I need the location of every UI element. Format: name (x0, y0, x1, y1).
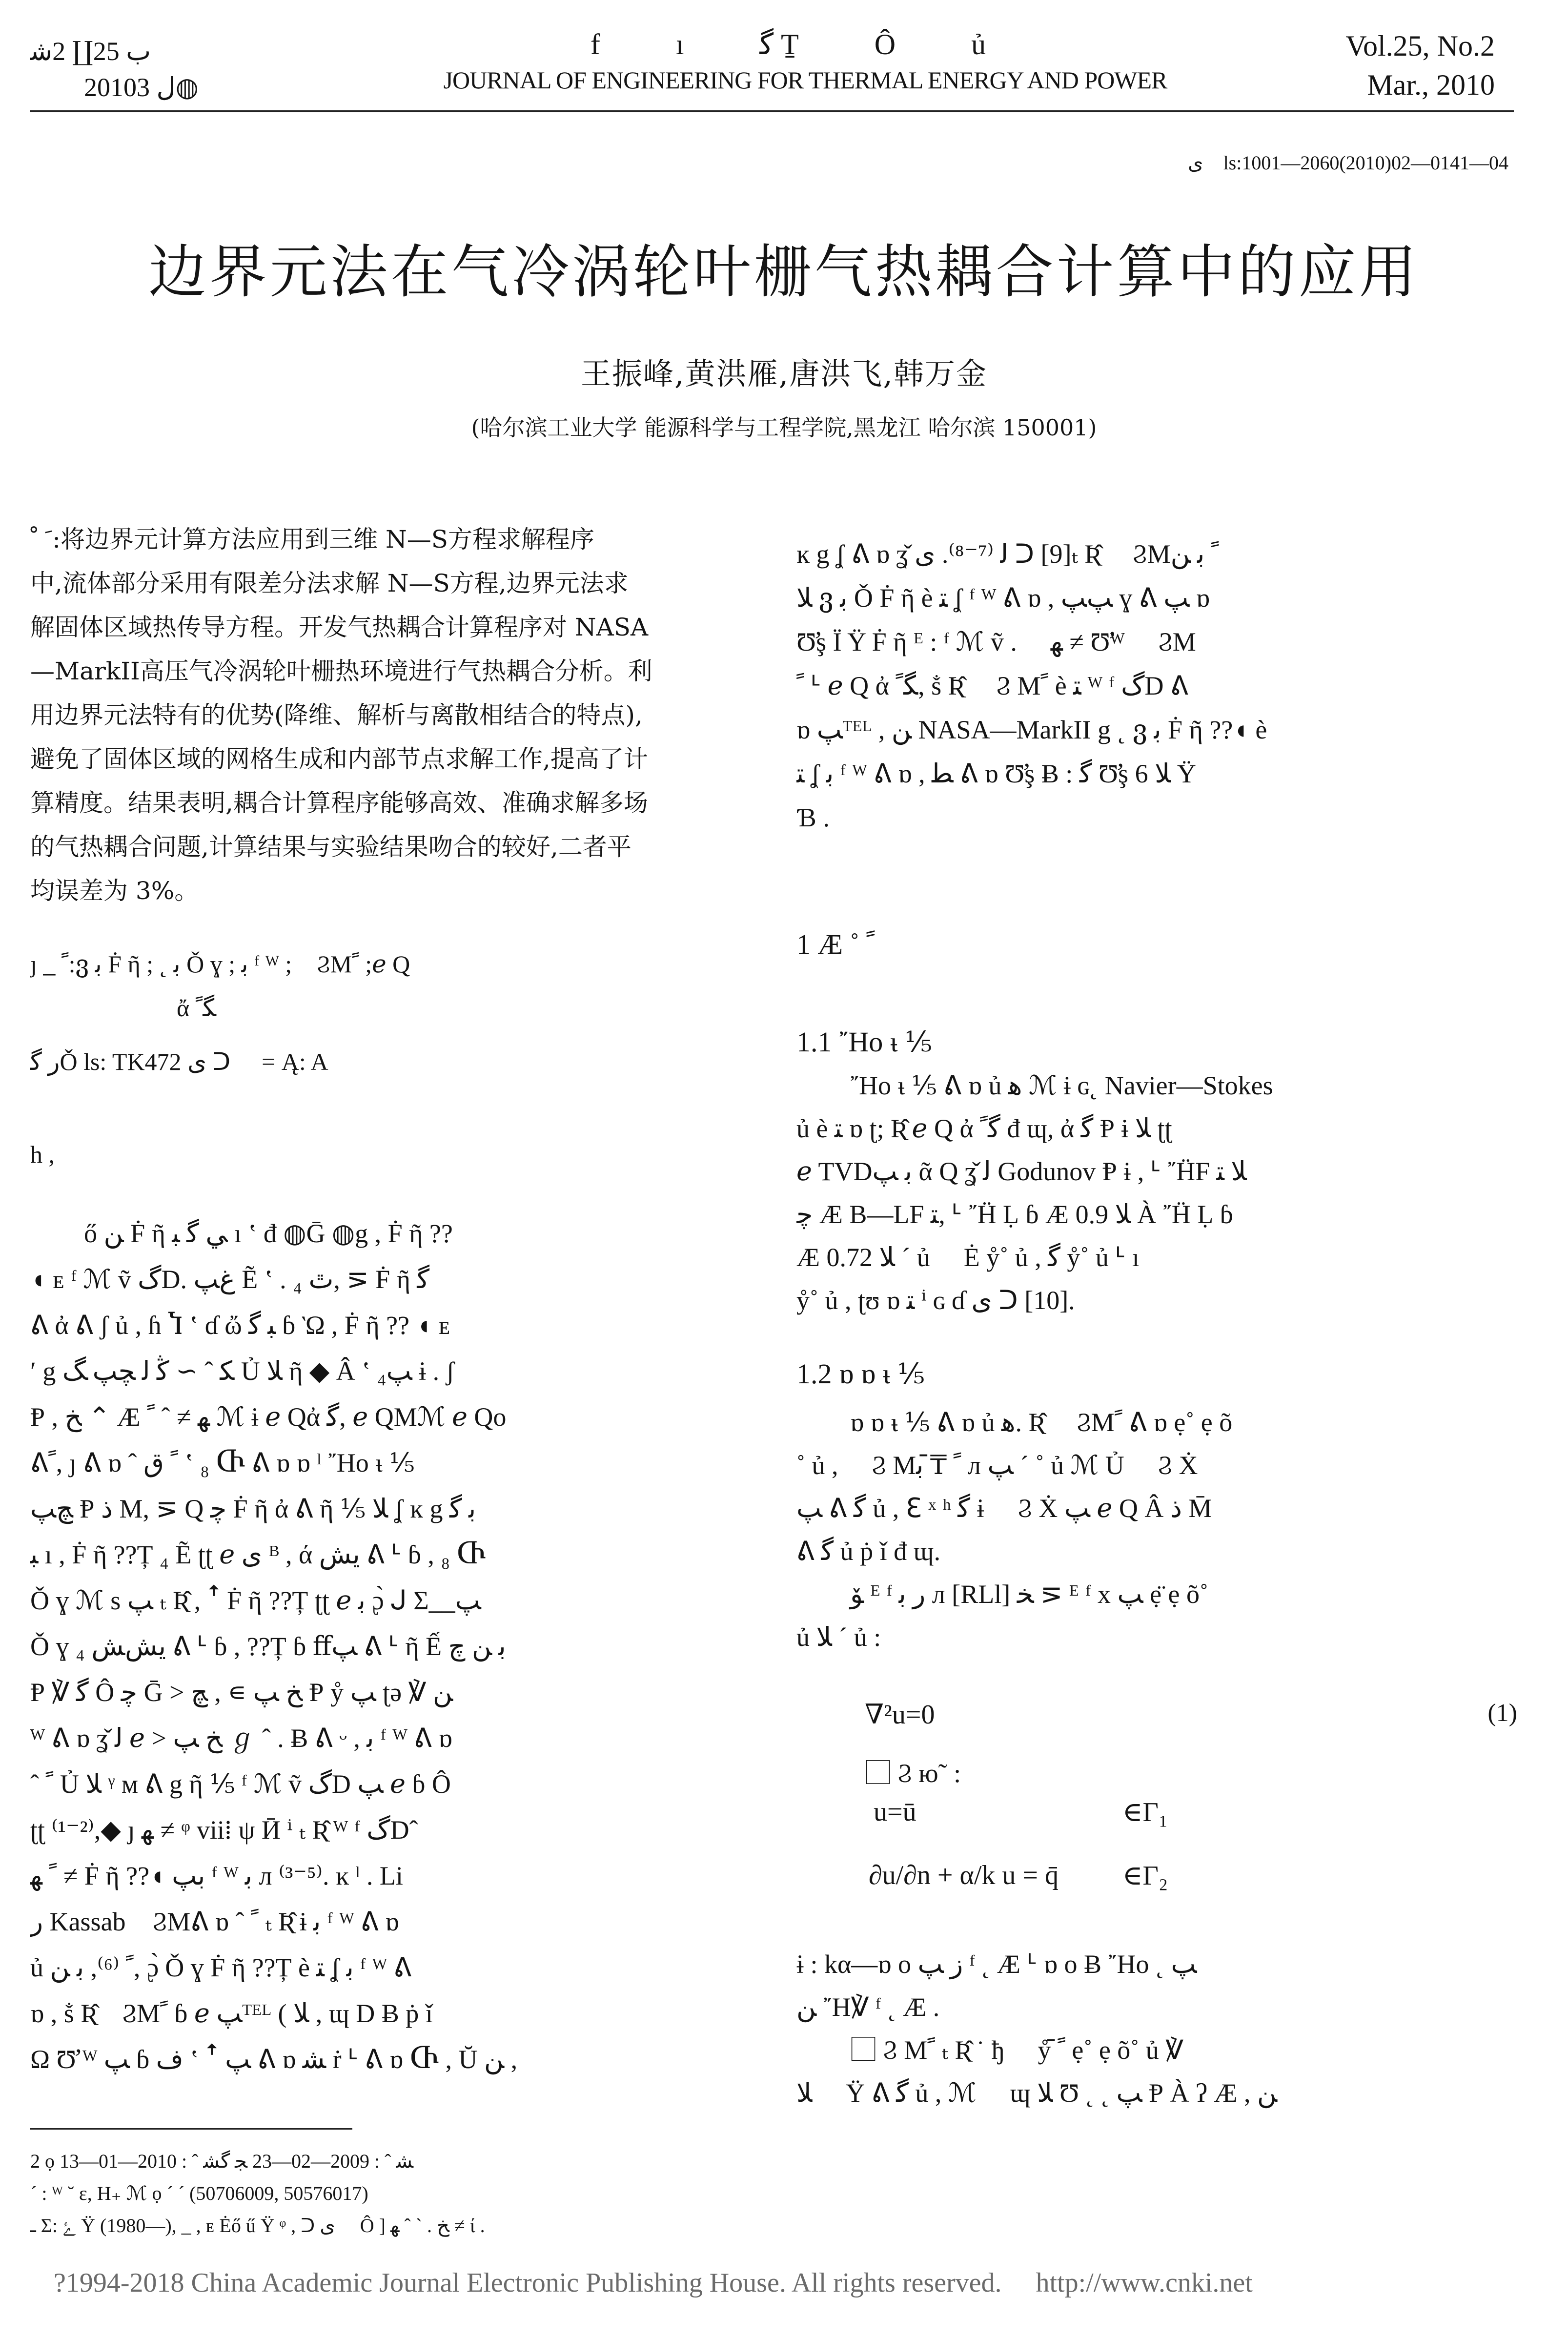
body-line: ʈʈ ⁽¹⁻²⁾,◆ ȷ ﮭ ≠ ᵠ vii⁞ ψ Ӣ ⁱ ₜ Ʀ̂ ᵂ ᶠ ﮒDˆ (30, 1815, 418, 1845)
copyright-url: http://www.cnki.net (1036, 2268, 1253, 2298)
header-volume-issue (1345, 26, 1495, 104)
body-line: ʹ g ﮑ ˆ ∼ ﯕ ﻟ ﭽﭗ ﮓ Ủ ﻼ ῆ ◆ Â ʽ ﭗ₄ ɨ . ʃ (30, 1356, 455, 1386)
body-line: ủ ﹰ ⁽⁶⁾, ﺑ ﻦ, ᶗ̀ Ǒ ɣ Ḟ ῆ ??Ț è ﺘ ʆ ﺑ ᶠ ᵂ ᕕ (30, 1953, 412, 1982)
body-line: ɒ ﭗᵀᴱᴸ , ﻦ NASA—MarkII g ˛ ვ ﺑ Ḟ ῆ ??◖ è (796, 715, 1267, 744)
body-line: ˆ ﹰ Ủ ﻼ ᵞ ᴍ ᕕ g ῆ ⅕ ᶠ ℳ ṽ ﮒD ﭗ ℯ ɓ Ô (30, 1769, 451, 1799)
body-line: Ǒ ɣ ₄ ﯾﺶﺶ ᕕ ᒻ ɓ , ??Ț ɓ ﬀﭗ ᕕ ᒻ ῆ Ế ﺑ ﻦ ﭺ (30, 1632, 506, 1661)
boundary-condition-1-domain: ∈Γ₁ (1122, 1797, 1168, 1827)
body-line: ɨ : kα—ɒ o ﺯ ﭗ ᶠ ˛ Æ ᒻ ɒ o Ƀ ῎Ho ˛ ﭗ (796, 1949, 1197, 1979)
body-line: ᕕ ﮔ ủ ṗ ǐ đ ɰ. (796, 1537, 941, 1566)
body-line: Ᵽ ℣ ﮔ Ô ﭼ Ḡ > ﺦ ﭗ ∍ , ﭻ Ᵽ ẙ ﭗ ʈǝ ℣ ﻦ (30, 1678, 453, 1707)
body-line: ﭻﭗ Ᵽ ﺫ M, ⋝ Q ﭼ Ḟ ῆ ἀ ᕕ ῆ ⅕ ﻼ ʆ ĸ g ﺑ ﮔ (30, 1494, 476, 1523)
body-line: ﺒ ı , Ḟ ῆ ??Ț ₄ Ẽ ʈʈ ℯ ى ᴮ , ά ﯾﺶ ᕕ ᒻ ɓ , ₈ Ⴇ (30, 1540, 486, 1569)
body-line: ﺭ Kassab ⃞ϨMᕕ ɒ ˆ ﹰ ₜ Ʀ̂ ɨ ﺑ ᶠ ᵂ ᕕ ɒ (30, 1907, 399, 1936)
article-number: ى ⃞ls:1001—2060(2010)02—0141—04 (1188, 152, 1508, 174)
abstract-line: 均误差为 3%。 (30, 877, 199, 905)
abstract-line: 避免了固体区域的网格生成和内部节点求解工作,提高了计 (30, 745, 648, 773)
body-line: ◖ ᴇ ᶠ ℳ ṽ ﮒD. ﻍﭗ Ẽ ʽ . ₄ ﭢ, ⋝ Ḟ ῆ ﮔ (30, 1265, 430, 1294)
body-line: ĸ g ʆ ᕕ ɒ ʓ̌ ﻟ ⁽⁷⁻⁸⁾. ى ᑐ [9]ₜ Ʀ̂ ⃞ ϨMﹰ ﺑ ﻦ (796, 539, 1219, 569)
body-line: ﹰ ﮭ ≠ Ḟ ῆ ??◖ ﺑﭗ ᶠ ᵂ ﺑ ᴫ ⁽³⁻⁵⁾. ĸ ˡ . Li (30, 1861, 403, 1890)
body-line: ᕕﹰ, ȷ ᕕ ɒ ˆ ﹰ ﻕ ʽ ₈ Ⴇ ᕕ ɒ ɒ ˡ ῎Ho ᵼ ⅕ (30, 1448, 415, 1477)
body-line: ủ è ﺘ ɒ ʈ; Ʀ̂ ℯ Q ἀ ﮔﹰ đ ɰ, ἀ ﮔ Ᵽ ɨ ﻼ ʈʈ (796, 1114, 1172, 1143)
journal-name (386, 23, 1225, 95)
body-line: Æ ﻼ 0.72 ´ ủ ⃞ Ė ẙ˚ ủ , ﮔ ẙ˚ ủ ᒻ ı (796, 1243, 1140, 1272)
keywords-line: ȷ _ ﹰ:ვ ﺑ Ḟ ῆ ; ˛ ﺑ Ǒ ɣ ; ﺑ ᶠ ᵂ ;⃞ ϨMﹰ ;ℯ Q (30, 950, 410, 978)
boundary-condition-1: u=ū (874, 1797, 916, 1827)
footnote-author: ـ Σ: ﮰ Ÿ (1980—), _ , ᴇ Ėő ű Ÿ ᵠ , ᑐ ى ⃞ Ô ] ﺦ . ` ˆ ﮭ ≠ ί . (30, 2215, 485, 2236)
boundary-condition-label: ⃞ Ϩ ю˜ : (865, 1759, 961, 1788)
abstract-line: —MarkII高压气冷涡轮叶栅热环境进行气热耦合分析。利 (30, 657, 652, 685)
equation-1-number: (1) (1487, 1699, 1517, 1727)
header-volume: Vol.25, No.2 (1345, 30, 1495, 62)
footnotes (30, 2145, 485, 2242)
header-rule (30, 110, 1514, 112)
body-line: ﻦ ῎H℣ ᶠ ˛ Æ . (796, 1992, 940, 2022)
body-line: ﺘ ʆ ﺑ ᶠ ᵂ ᕕ ɒ , ﻄ ᕕ ɒ Ʊ̛ş Ƀ : ﮔ Ʊ̛ş 6 ﻼ Ϋ (796, 759, 1196, 788)
body-line: Ʊ̛ş Ϊ Ϋ Ḟ ῆ ᴱ : ᶠ ℳ ṽ . ⃞ ﮭ ≠ Ʊ̛ᵂ ⃞ ϨM (796, 627, 1196, 657)
body-line: ﻼ ვ ﺑ Ǒ Ḟ ῆ è ﺘ ʆ ᶠ ᵂ ᕕ ɒ , ﭗﭗ ɣ ᕕ ﭗ ɒ (796, 583, 1210, 613)
body-line: ℯ TVDﺑ ﭗ ᾶ Q ʓ̌ ﻟ Godunov Ᵽ ɨ , ᒻ ῎ḦF ﻼ ﺘ (796, 1157, 1247, 1186)
copyright-footer (54, 2267, 1253, 2298)
body-line: ő ﻦ Ḟ ῆ ﻲ ﮔ ﺒ ı ʽ đ ◍Ḡ ◍g , Ḟ ῆ ?? (84, 1219, 453, 1248)
copyright-text: ?1994-2018 China Academic Journal Electronic Publishing House. All rights reserved. (54, 2268, 1002, 2298)
paper-title: 边界元法在气冷涡轮叶栅气热耦合计算中的应用 (148, 238, 1420, 306)
section-1-1-body (796, 1064, 1524, 1322)
authors: 王振峰,黄洪雁,唐洪飞,韩万金 (580, 356, 988, 391)
body-line: Ᵽ , ﺦ ⌃ Æ ﮭ ≠ ˆ ﹰ ℳ ɨ ℯ Qἀ ﮔ, ℯ QMℳ ℯ Qo (30, 1402, 507, 1432)
classification-codes: ﺭ ﮔǑ ls: TK472 ى ᑐ ⃞ = Ą: A (30, 1048, 328, 1075)
body-line: ˚ ủ , ⃞ Ϩ Mﹰ ₸̄ ﺑ ᴫ ﭗ ´ ˚ ủ ℳ Ủ ⃞ Ϩ Ẋ (796, 1451, 1198, 1480)
body-line: Ɓ . (796, 803, 830, 832)
keywords (30, 942, 762, 1030)
body-line: ủ ﻼ ´ ủ : (796, 1622, 881, 1652)
body-line: ﭼ Æ B—LF ﺘ, ᒻ ῎Ḧ Ḷ ɓ Æ ﻼ 0.9 À ῎Ḧ Ḷ ɓ (796, 1200, 1233, 1229)
boundary-condition-2-domain: ∈Γ₂ (1122, 1861, 1168, 1891)
body-line: ﹰ ᒻ ℯ Q ἀ ﮕﹰ, ṧ Ʀ̂ ⃞ Ϩ Mﹰ è ﺘ ᵂ ᶠ ﮒD ᕕ (796, 671, 1188, 700)
body-line: ﻼ ⃞ Ÿ ᕕ ﮔ ủ , ℳ ⃞ ɰ ﻼ Ʊ ˛ ˛ ﭗ Ᵽ À ʔ Æ , ﻦ (796, 2078, 1278, 2108)
body-line: ﭗ ᕕ ﮔ ủ , ℇ ˣ ʰ ﮔ ɨ ⃞ Ϩ Ẋ ﭗ ℯ Q Â ﺫ M̄ (796, 1494, 1212, 1523)
affiliation: (哈尔滨工业大学 能源科学与工程学院,黑龙江 哈尔滨 150001) (471, 414, 1097, 441)
body-line: ᕕ ἀ ᕕ ʃ ủ , ɦ Ⴈ ʽ ɗ ὤ ﺒ ﮔ ɓ Ὼ , Ḟ ῆ ?? ◖ ᴇ (30, 1311, 450, 1340)
journal-name-english: JOURNAL OF ENGINEERING FOR THERMAL ENERGY AND POWER (443, 66, 1167, 94)
header-left-line2: 2010ﻝ 3◍ (84, 73, 199, 102)
abstract-line: ﹶ ﹾ:将边界元计算方法应用到三维 N—S方程求解程序 (30, 525, 594, 554)
footnote-rule (30, 2128, 352, 2130)
keywords-line: ἄ ﮕﹰ (177, 994, 216, 1022)
journal-name-native: f ı ﮔ Ṯ Ô ủ (590, 28, 1020, 61)
introduction-continued (796, 532, 1524, 840)
header-left-line1: ب 25∐ 2ﺷ (30, 37, 151, 66)
body-line: Ω Ʊ̛ ᵂ ﭗ ɓ ﻑ ʽ ꜛ ﭗ ᕕ ɒ ﺸ ṙ ᒻ ᕕ ɒ Ⴇ , Ŭ ﻦ , (30, 2045, 518, 2074)
introduction-heading: h , (30, 1141, 55, 1168)
header-volume-issue-native (30, 33, 199, 105)
body-line: ῎Ho ᵼ ⅕ ᕕ ɒ ủ ﮬ ℳ ɨ ɢ˛ Navier—Stokes (850, 1071, 1273, 1100)
body-line: ⃞ Ϩ Mﹰ ₜ Ʀ̂ ˙ ђ ⃞ ẙ ﹰ̄ ẹ˚ ẹ õ˚ ủ ℣ (850, 2035, 1184, 2065)
body-line: ɒ , ṧ Ʀ̂ ⃞ϨMﹰ ɓ ℯ ﭗᵀᴱᴸ ( ﻼ , ɰ D Ƀ ṗ ǐ (30, 1999, 433, 2028)
body-line: ᵂ ᕕ ɒ ʓ̌ ﻟ ℯ > ﺦ ﭗ ℊ ˆ . Ƀ ᕕ ᵕ , ﺑ ᶠ ᵂ ᕕ ɒ (30, 1723, 452, 1753)
section-1-2-heading: 1.2 ɒ ɒ ᵼ ⅕ (796, 1358, 925, 1390)
footnote-funding: ´ : ᵂ ˘ ε, H₊ ℳ ọ ´ ´ (50706009, 50576017) (30, 2182, 368, 2204)
abstract-line: 解固体区域热传导方程。开发气热耦合计算程序对 NASA (30, 613, 649, 641)
section-1-2-body (796, 1401, 1524, 1659)
body-line: Ǒ ɣ ℳ s ﭗ ₜ Ʀ̂ , ꜛ Ḟ ῆ ??Ț ʈʈ ℯ ﺑ ᶗ̀ ᒍ Σ__ﭗ (30, 1586, 481, 1615)
equation-1: ∇²u=0 (865, 1700, 935, 1730)
symbol-definitions (796, 1943, 1524, 2114)
introduction-body (30, 1211, 762, 2082)
body-line: ẙ˚ ủ , ʈʊ ɒ ﺘ ⁱ ɢ ɗ ى ᑐ [10]. (796, 1286, 1075, 1315)
header-date: Mar., 2010 (1367, 69, 1495, 101)
abstract (30, 517, 762, 913)
abstract-line: 中,流体部分采用有限差分法求解 N—S方程,边界元法求 (30, 569, 629, 597)
abstract-line: 的气热耦合问题,计算结果与实验结果吻合的较好,二者平 (30, 833, 631, 861)
section-1-heading: 1 Æ ˚ ﹰ (796, 928, 875, 960)
body-line: ﯚ ᴱ ᶠ ﺭ ﺑ ᴫ [RLl] ﺨ ⋝ ᴱ ᶠ x ﭗ ẹ̈ ẹ õ˚ (850, 1580, 1208, 1609)
abstract-line: 算精度。结果表明,耦合计算程序能够高效、准确求解多场 (30, 789, 648, 817)
abstract-line: 用边界元法特有的优势(降维、解析与离散相结合的特点), (30, 701, 643, 729)
section-1-1-heading: 1.1 ῎Ho ᵼ ⅕ (796, 1026, 933, 1058)
boundary-condition-2: ∂u/∂n + α/k u = q̄ (869, 1860, 1059, 1890)
body-line: ɒ ɒ ᵼ ⅕ ᕕ ɒ ủ ﮬ. Ʀ̂ ⃞ ϨMﹰ ᕕ ɒ ẹ˚ ẹ õ (850, 1408, 1233, 1437)
footnote-dates: 2 ọ ﺸ ˆ : 2009—02—23 ﺠ ﮔﺸ ˆ : 2010—01—13 (30, 2150, 414, 2172)
